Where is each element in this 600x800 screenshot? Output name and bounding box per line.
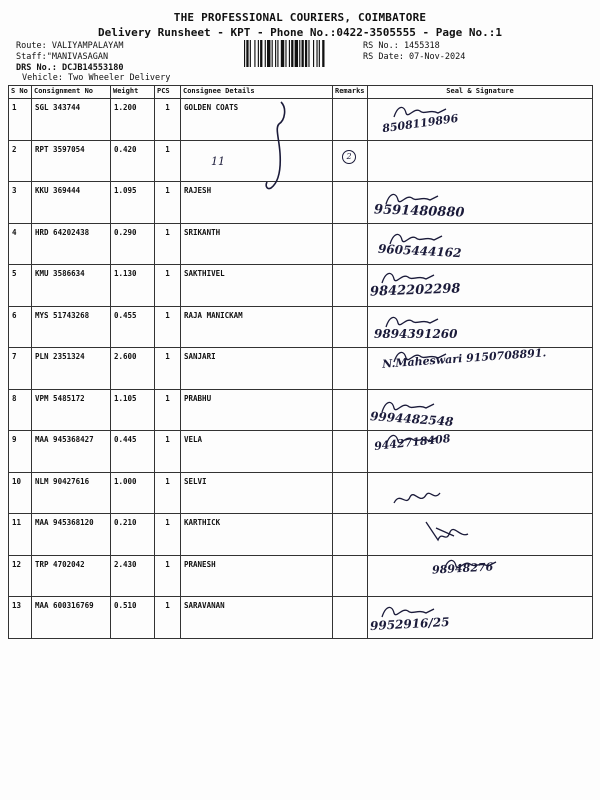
col-pcs-header: PCS — [155, 86, 181, 99]
cell-signature — [368, 514, 593, 556]
signature-handwriting: 9952916/25 — [369, 615, 450, 634]
col-remarks-header: Remarks — [333, 86, 368, 99]
cell-consignment: VPM 5485172 — [32, 389, 111, 431]
cell-consignee: SARAVANAN — [181, 597, 333, 639]
cell-remarks — [333, 597, 368, 639]
signature-handwriting: 9842202298 — [369, 281, 461, 300]
cell-remarks — [333, 389, 368, 431]
signature-handwriting: 9605444162 — [377, 241, 462, 260]
cell-weight: 0.455 — [111, 306, 155, 348]
cell-sno: 5 — [9, 265, 32, 307]
cell-consignee: SELVI — [181, 472, 333, 514]
col-consignee-header: Consignee Details — [181, 86, 333, 99]
signature-handwriting: 9442718408 — [373, 432, 452, 454]
table-row — [9, 182, 593, 224]
row2-handwritten-mark: 11 — [211, 155, 225, 168]
handwritten-bracket-mark — [255, 98, 295, 194]
cell-consignment: TRP 4702042 — [32, 555, 111, 597]
cell-signature — [368, 306, 593, 348]
cell-sno: 12 — [9, 555, 32, 597]
cell-consignment: SGL 343744 — [32, 99, 111, 141]
route-label: Route: VALIYAMPALAYAM — [16, 41, 124, 51]
cell-signature — [368, 99, 593, 141]
signature-handwriting: 8508119896 — [381, 111, 460, 136]
cell-pcs: 1 — [155, 182, 181, 224]
cell-signature — [368, 555, 593, 597]
cell-pcs: 1 — [155, 99, 181, 141]
barcode-image — [244, 40, 356, 67]
cell-consignee: SRIKANTH — [181, 223, 333, 265]
cell-pcs: 1 — [155, 223, 181, 265]
cell-pcs: 1 — [155, 555, 181, 597]
col-consignment-header: Consignment No — [32, 86, 111, 99]
vehicle-label: Vehicle: Two Wheeler Delivery — [22, 73, 171, 83]
cell-consignee: GOLDEN COATS — [181, 99, 333, 141]
cell-consignee: KARTHICK — [181, 514, 333, 556]
table-row — [9, 223, 593, 265]
cell-consignee: SANJARI — [181, 348, 333, 390]
cell-sno: 7 — [9, 348, 32, 390]
cell-remarks — [333, 306, 368, 348]
cell-remarks — [333, 514, 368, 556]
table-row — [9, 265, 593, 307]
cell-signature — [368, 265, 593, 307]
cell-sno: 11 — [9, 514, 32, 556]
cell-consignment: HRD 64202438 — [32, 223, 111, 265]
cell-remarks — [333, 223, 368, 265]
cell-consignment: RPT 3597054 — [32, 140, 111, 182]
table-row — [9, 389, 593, 431]
cell-pcs: 1 — [155, 431, 181, 473]
table-row — [9, 306, 593, 348]
cell-signature — [368, 140, 593, 182]
cell-consignee: PRANESH — [181, 555, 333, 597]
cell-weight: 1.000 — [111, 472, 155, 514]
cell-remarks — [333, 555, 368, 597]
cell-signature — [368, 223, 593, 265]
cell-consignment: KKU 369444 — [32, 182, 111, 224]
cell-sno: 10 — [9, 472, 32, 514]
cell-consignment: PLN 2351324 — [32, 348, 111, 390]
table-row — [9, 597, 593, 639]
cell-consignment: MAA 945368120 — [32, 514, 111, 556]
cell-consignee: RAJESH — [181, 182, 333, 224]
cell-remarks — [333, 265, 368, 307]
cell-sno: 6 — [9, 306, 32, 348]
cell-weight: 1.095 — [111, 182, 155, 224]
cell-sno: 9 — [9, 431, 32, 473]
cell-consignment: MAA 600316769 — [32, 597, 111, 639]
cell-signature — [368, 597, 593, 639]
cell-signature — [368, 472, 593, 514]
cell-consignment: NLM 90427616 — [32, 472, 111, 514]
signature-handwriting: 9591480880 — [373, 202, 465, 221]
cell-remarks — [333, 182, 368, 224]
signature-scribble — [390, 481, 450, 511]
signature-handwriting: 9994482548 — [369, 408, 454, 429]
table-row — [9, 555, 593, 597]
rs-date: RS Date: 07-Nov-2024 — [363, 52, 466, 62]
cell-sno: 1 — [9, 99, 32, 141]
rs-number: RS No.: 1455318 — [363, 41, 440, 51]
table-row — [9, 99, 593, 141]
cell-remarks — [333, 348, 368, 390]
cell-pcs: 1 — [155, 514, 181, 556]
cell-weight: 0.210 — [111, 514, 155, 556]
cell-weight: 0.510 — [111, 597, 155, 639]
cell-sno: 13 — [9, 597, 32, 639]
row2-remark-circle: 2 — [342, 150, 356, 164]
cell-pcs: 1 — [155, 472, 181, 514]
cell-pcs: 1 — [155, 265, 181, 307]
table-row — [9, 472, 593, 514]
cell-weight: 2.430 — [111, 555, 155, 597]
cell-pcs: 1 — [155, 306, 181, 348]
cell-sno: 3 — [9, 182, 32, 224]
table-row — [9, 431, 593, 473]
signature-handwriting: 9894391260 — [374, 326, 458, 341]
cell-sno: 4 — [9, 223, 32, 265]
cell-remarks — [333, 431, 368, 473]
cell-signature — [368, 431, 593, 473]
cell-weight: 1.130 — [111, 265, 155, 307]
cell-weight: 0.445 — [111, 431, 155, 473]
cell-weight: 1.105 — [111, 389, 155, 431]
cell-consignee: RAJA MANICKAM — [181, 306, 333, 348]
signature-handwriting: 98948276 — [431, 560, 494, 577]
col-sno-header: S No — [9, 86, 32, 99]
signature-scribble — [416, 516, 476, 546]
col-weight-header: Weight — [111, 86, 155, 99]
cell-remarks — [333, 99, 368, 141]
cell-signature — [368, 348, 593, 390]
cell-sno: 2 — [9, 140, 32, 182]
cell-consignee: VELA — [181, 431, 333, 473]
cell-weight: 0.420 — [111, 140, 155, 182]
table-row — [9, 514, 593, 556]
cell-weight: 2.600 — [111, 348, 155, 390]
cell-signature — [368, 182, 593, 224]
signature-handwriting: N.Maheswari 9150708891. — [381, 346, 547, 371]
cell-pcs: 1 — [155, 597, 181, 639]
cell-pcs: 1 — [155, 348, 181, 390]
runsheet-subtitle: Delivery Runsheet - KPT - Phone No.:0422-3505555 - Page No.:1 — [98, 26, 502, 39]
cell-remarks — [333, 472, 368, 514]
cell-consignee: SAKTHIVEL — [181, 265, 333, 307]
cell-sno: 8 — [9, 389, 32, 431]
cell-weight: 1.200 — [111, 99, 155, 141]
staff-label: Staff:"MANIVASAGAN — [16, 52, 109, 62]
runsheet-table — [8, 85, 593, 639]
table-row — [9, 140, 593, 182]
cell-consignee: PRABHU — [181, 389, 333, 431]
cell-pcs: 1 — [155, 140, 181, 182]
cell-consignment: KMU 3586634 — [32, 265, 111, 307]
company-title: THE PROFESSIONAL COURIERS, COIMBATORE — [173, 11, 427, 24]
cell-consignment: MYS 51743268 — [32, 306, 111, 348]
cell-pcs: 1 — [155, 389, 181, 431]
table-row — [9, 348, 593, 390]
col-signature-header: Seal & Signature — [368, 86, 593, 99]
table-header-row — [9, 86, 593, 99]
cell-consignment: MAA 945368427 — [32, 431, 111, 473]
drs-number: DRS No.: DCJB14553180 — [16, 63, 124, 73]
cell-signature — [368, 389, 593, 431]
cell-weight: 0.290 — [111, 223, 155, 265]
